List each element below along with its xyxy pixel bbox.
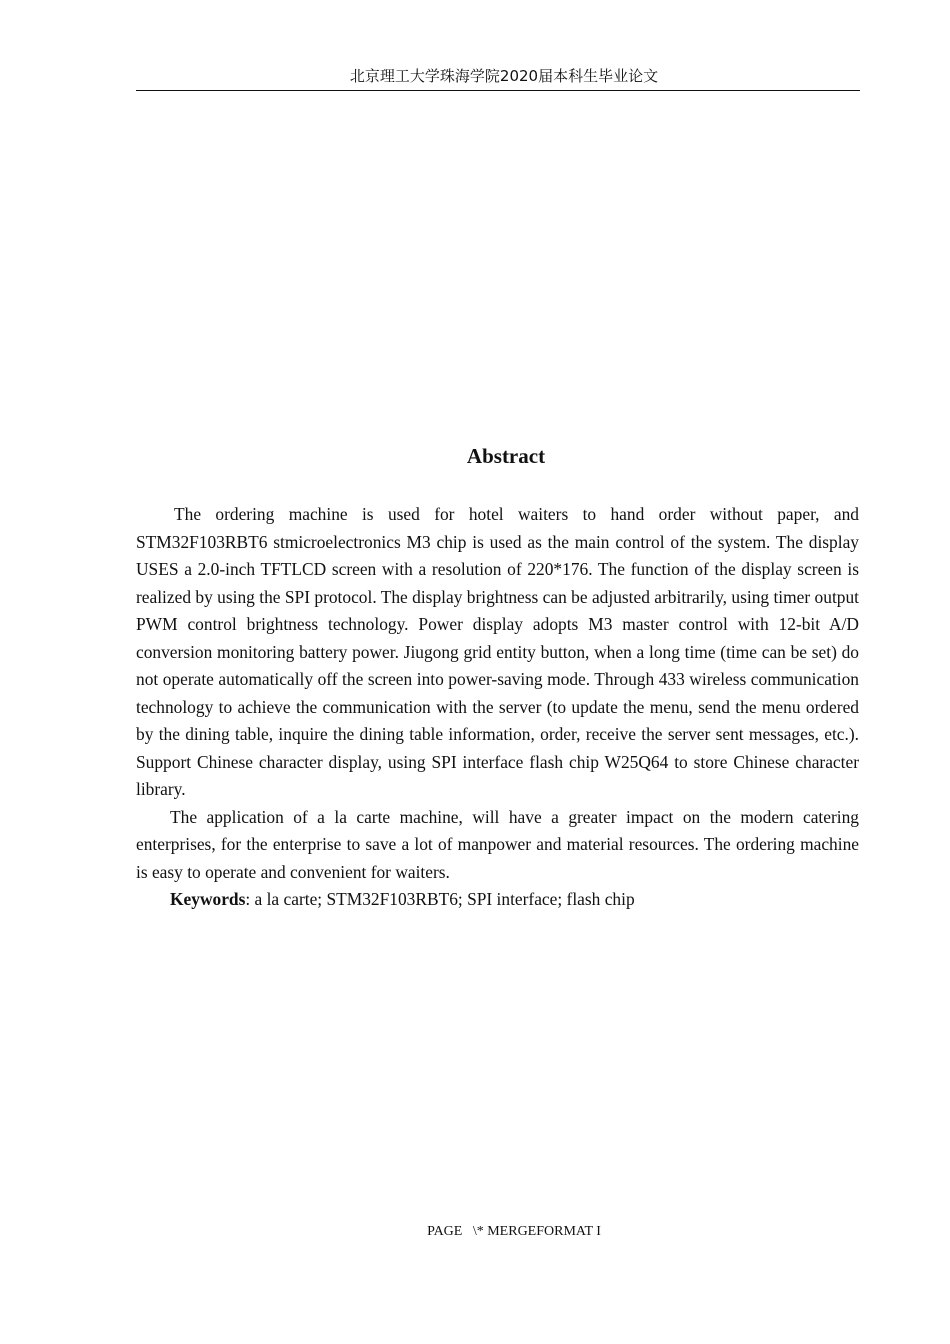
keywords-label: Keywords (170, 889, 246, 909)
keywords-text: : a la carte; STM32F103RBT6; SPI interface; flash chip (245, 889, 635, 909)
keywords-line (136, 886, 859, 914)
abstract-paragraph-1: The ordering machine is used for hotel waiters to hand order without paper, and STM32F103RBT6 stmicroelectronics M3 chip is used as the main control of the system. The display USES a 2.0-inch TFTLCD screen with a resolution of 220*176. The function of the display screen is realized by using the SPI protocol. The display brightness can be adjusted arbitrarily, using timer output PWM control brightness technology. Power display adopts M3 master control with 12-bit A/D conversion monitoring battery power. Jiugong grid entity button, when a long time (time can be set) do not operate automatically off the screen into power-saving mode. Through 433 wireless communication technology to achieve the communication with the server (to update the menu, send the menu ordered by the dining table, inquire the dining table information, order, receive the server sent messages, etc.). Support Chinese character display, using SPI interface flash chip W25Q64 to store Chinese character library. (136, 504, 859, 799)
page-footer: PAGE \* MERGEFORMAT I (427, 1224, 601, 1239)
abstract-body (136, 501, 859, 914)
abstract-title: Abstract (466, 444, 546, 468)
running-title: 北京理工大学珠海学院2020届本科生毕业论文 (349, 67, 659, 85)
page-header (136, 64, 860, 91)
abstract-paragraph-2: The application of a la carte machine, will have a greater impact on the modern catering enterprises, for the enterprise to save a lot of manpower and material resources. The ordering machine is easy to operate and convenient for waiters. (136, 806, 859, 882)
